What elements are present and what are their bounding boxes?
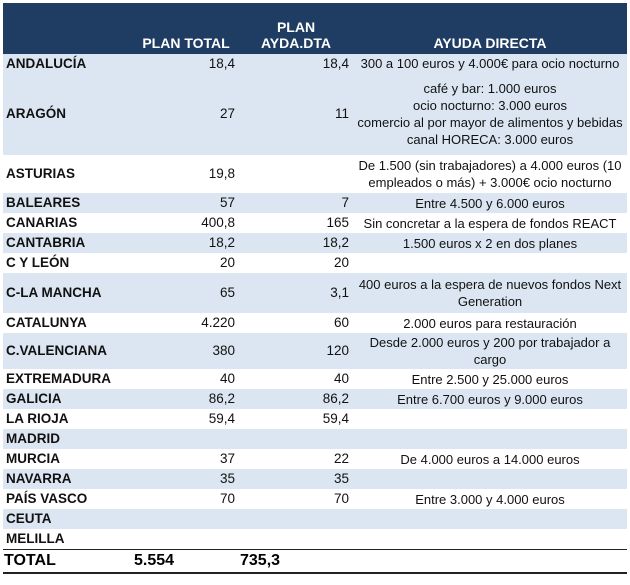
plan-ayuda-cell	[239, 429, 353, 449]
ayuda-line: Entre 6.700 euros y 9.000 euros	[397, 391, 583, 407]
table-body	[3, 54, 627, 549]
ayuda-line: canal HORECA: 3.000 euros	[406, 132, 574, 147]
region-cell: MURCIA	[3, 449, 133, 469]
table-row	[3, 333, 627, 369]
table-row	[3, 213, 627, 233]
region-cell: C-LA MANCHA	[3, 273, 133, 313]
table-row	[3, 469, 627, 489]
ayuda-line: De 4.000 euros a 14.000 euros	[400, 451, 580, 467]
header-plan-total: PLAN TOTAL	[133, 3, 239, 54]
region-cell: CATALUNYA	[3, 313, 133, 333]
ayuda-line: Entre 3.000 y 4.000 euros	[415, 491, 565, 507]
ayuda-directa-cell	[353, 193, 627, 213]
ayuda-line: Sin concretar a la espera de fondos REACT	[363, 215, 617, 231]
region-cell: BALEARES	[3, 193, 133, 213]
plan-total-cell	[133, 429, 239, 449]
plan-ayuda-cell: 165	[239, 213, 353, 233]
ayuda-directa-cell	[353, 273, 627, 313]
ayuda-line: 400 euros a la espera de nuevos fondos Next	[358, 277, 622, 292]
region-cell: CEUTA	[3, 509, 133, 529]
region-cell: MELILLA	[3, 529, 133, 549]
region-cell: LA RIOJA	[3, 409, 133, 429]
plan-total-cell: 380	[133, 333, 239, 369]
table-row	[3, 155, 627, 193]
header-ayuda-directa: AYUDA DIRECTA	[353, 3, 627, 54]
region-cell: NAVARRA	[3, 469, 133, 489]
ayuda-line: empleados o más) + 3.000€ ocio nocturno	[368, 175, 612, 190]
plan-ayuda-cell: 59,4	[239, 409, 353, 429]
plan-total-cell: 19,8	[133, 155, 239, 193]
plan-ayuda-cell	[239, 529, 353, 549]
plan-total-cell	[133, 509, 239, 529]
region-cell: ASTURIAS	[3, 155, 133, 193]
plan-total-cell: 18,4	[133, 54, 239, 73]
table-row	[3, 489, 627, 509]
plan-ayuda-cell: 18,2	[239, 233, 353, 253]
plan-total-cell: 400,8	[133, 213, 239, 233]
table-row	[3, 313, 627, 333]
plan-total-cell: 37	[133, 449, 239, 469]
region-cell: CANTABRIA	[3, 233, 133, 253]
ayuda-directa-cell	[353, 469, 627, 489]
plan-ayuda-cell	[239, 155, 353, 193]
ayuda-line: 300 a 100 euros y 4.000€ para ocio nocturno	[360, 56, 620, 71]
plan-total-cell: 27	[133, 73, 239, 155]
plan-ayuda-cell: 11	[239, 73, 353, 155]
plan-ayuda-cell: 40	[239, 369, 353, 389]
ayuda-line: Generation	[457, 294, 523, 309]
ayuda-line: 2.000 euros para restauración	[403, 315, 577, 331]
plan-ayuda-cell: 3,1	[239, 273, 353, 313]
table-header-row	[3, 3, 627, 54]
ayuda-directa-cell	[353, 369, 627, 389]
region-cell: GALICIA	[3, 389, 133, 409]
ayuda-directa-cell	[353, 213, 627, 233]
plan-ayuda-cell: 86,2	[239, 389, 353, 409]
region-cell: PAÍS VASCO	[3, 489, 133, 509]
ayuda-directa-cell	[353, 313, 627, 333]
ayuda-directa-cell	[353, 253, 627, 273]
plan-ayuda-cell: 22	[239, 449, 353, 469]
ayuda-line: Desde 2.000 euros y 200 por trabajador a cargo	[369, 335, 611, 367]
table-row	[3, 193, 627, 213]
table-row	[3, 73, 627, 155]
ayuda-line: Entre 2.500 y 25.000 euros	[411, 371, 569, 387]
ayuda-directa-cell	[353, 233, 627, 253]
ayuda-directa-cell	[353, 155, 627, 193]
plan-total-cell: 20	[133, 253, 239, 273]
ayuda-directa-cell	[353, 449, 627, 469]
plan-total-cell: 86,2	[133, 389, 239, 409]
plan-total-cell	[133, 529, 239, 549]
plan-ayuda-cell: 70	[239, 489, 353, 509]
plan-total-cell: 70	[133, 489, 239, 509]
table-row	[3, 54, 627, 73]
plan-ayuda-cell	[239, 509, 353, 529]
ayuda-directa-cell	[353, 389, 627, 409]
plan-total-cell: 40	[133, 369, 239, 389]
region-cell: C.VALENCIANA	[3, 333, 133, 369]
ayuda-line: café y bar: 1.000 euros	[423, 81, 557, 96]
plan-total-cell: 4.220	[133, 313, 239, 333]
plan-ayuda-cell: 60	[239, 313, 353, 333]
table-row	[3, 429, 627, 449]
plan-ayuda-cell: 7	[239, 193, 353, 213]
total-label: TOTAL	[3, 549, 133, 573]
ayuda-line: ocio nocturno: 3.000 euros	[413, 98, 567, 113]
total-row	[3, 549, 627, 573]
header-region	[3, 3, 133, 54]
ayuda-line: comercio al por mayor de alimentos y bebidas	[357, 115, 623, 130]
table-row	[3, 409, 627, 429]
ayuda-directa-cell	[353, 73, 627, 155]
table-row	[3, 253, 627, 273]
table-row	[3, 449, 627, 469]
table-row	[3, 389, 627, 409]
plan-total-cell: 57	[133, 193, 239, 213]
table-row	[3, 509, 627, 529]
region-cell: EXTREMADURA	[3, 369, 133, 389]
ayuda-line: De 1.500 (sin trabajadores) a 4.000 euros (10	[358, 158, 622, 173]
table-row	[3, 369, 627, 389]
table-row	[3, 233, 627, 253]
header-plan-ayuda: PLAN AYDA.DTA	[239, 3, 353, 54]
plan-total-cell: 18,2	[133, 233, 239, 253]
ayuda-line: Entre 4.500 y 6.000 euros	[415, 195, 565, 211]
ayuda-directa-cell	[353, 489, 627, 509]
ayuda-directa-cell	[353, 509, 627, 529]
total-plan-ayuda: 735,3	[239, 549, 353, 573]
ayuda-directa-cell	[353, 529, 627, 549]
total-ayuda-directa	[353, 549, 627, 573]
region-cell: ANDALUCÍA	[3, 54, 133, 73]
plan-ayuda-cell: 120	[239, 333, 353, 369]
table-row	[3, 529, 627, 549]
total-plan-total: 5.554	[133, 549, 239, 573]
region-cell: ARAGÓN	[3, 73, 133, 155]
aid-table	[3, 3, 627, 574]
plan-total-cell: 35	[133, 469, 239, 489]
plan-ayuda-cell: 20	[239, 253, 353, 273]
table-row	[3, 273, 627, 313]
ayuda-directa-cell	[353, 409, 627, 429]
region-cell: CANARIAS	[3, 213, 133, 233]
ayuda-directa-cell	[353, 333, 627, 369]
plan-ayuda-cell: 18,4	[239, 54, 353, 73]
ayuda-line: 1.500 euros x 2 en dos planes	[402, 235, 578, 251]
ayuda-directa-cell	[353, 429, 627, 449]
region-cell: MADRID	[3, 429, 133, 449]
plan-total-cell: 59,4	[133, 409, 239, 429]
region-cell: C Y LEÓN	[3, 253, 133, 273]
ayuda-directa-cell	[353, 54, 627, 73]
plan-ayuda-cell: 35	[239, 469, 353, 489]
plan-total-cell: 65	[133, 273, 239, 313]
